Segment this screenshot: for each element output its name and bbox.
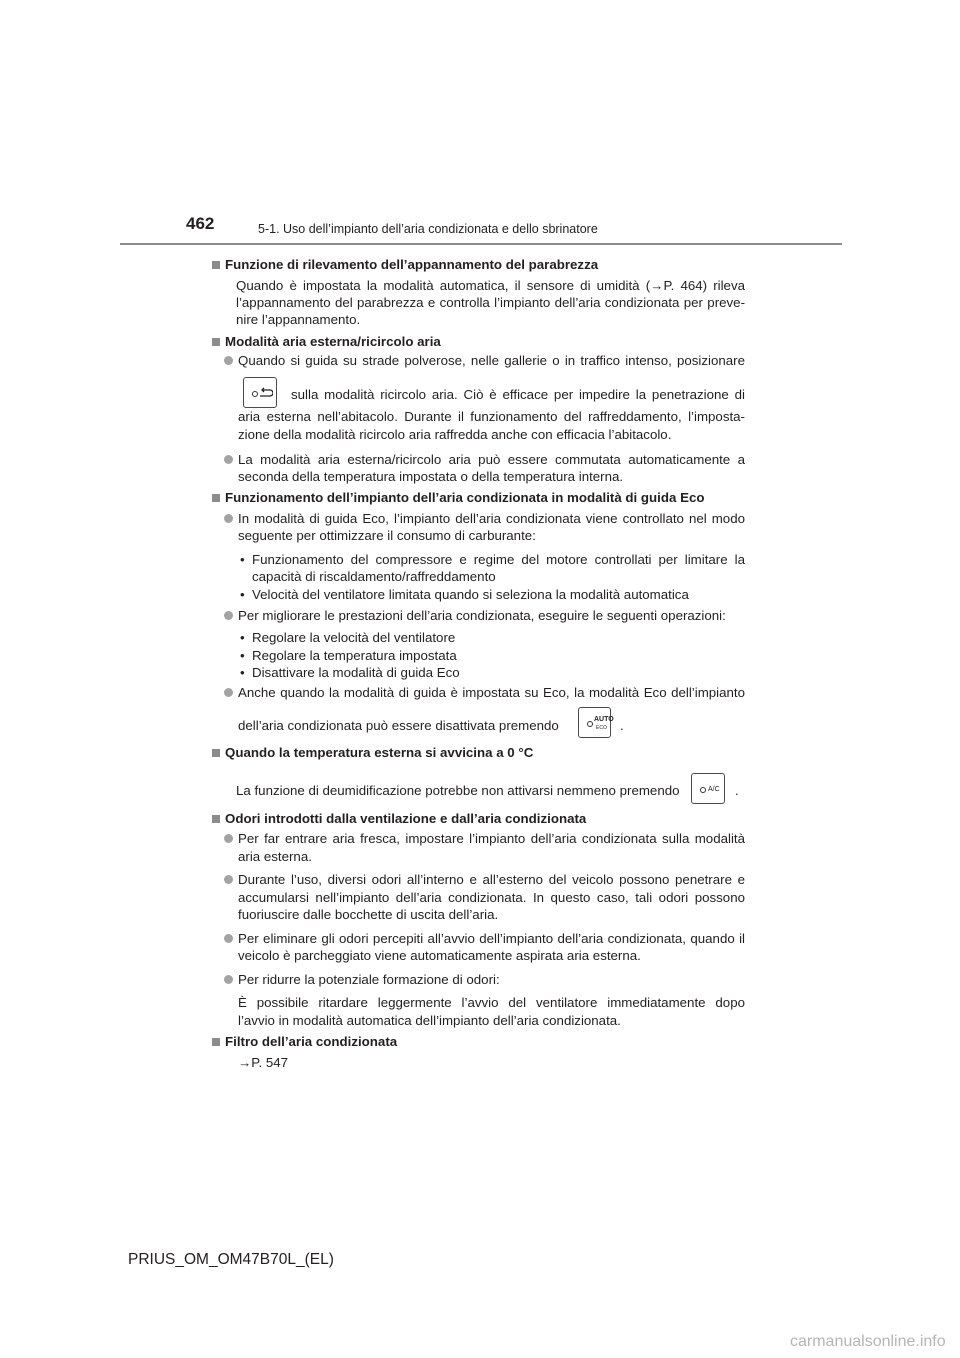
bullet-dot: [224, 834, 233, 843]
section-title: Filtro dell’aria condizionata: [225, 1034, 398, 1049]
sub-bullet: •: [240, 648, 245, 663]
paragraph-line: Anche quando la modalità di guida è impostata su Eco, la modalità Eco dell’impianto: [238, 685, 745, 700]
sub-item-line: Funzionamento del compressore e regime del motore controllati per limitare la: [252, 552, 745, 567]
paragraph-line: zione della modalità ricircolo aria raffredda anche con efficacia l’abitacolo.: [238, 427, 672, 442]
bullet-dot: [224, 356, 233, 365]
chapter-title: 5-1. Uso dell’impianto dell’aria condizionata e dello sbrinatore: [258, 222, 598, 236]
recirculation-icon: [259, 387, 273, 399]
section-marker: [212, 1038, 220, 1046]
bullet-dot: [224, 934, 233, 943]
sub-bullet: •: [240, 630, 245, 645]
sub-bullet: •: [240, 665, 245, 680]
indicator-light: [700, 787, 706, 793]
auto-label: AUTO: [594, 716, 614, 723]
paragraph-line: accumularsi nell’impianto dell’aria condizionata. In questo caso, tali odori possono: [238, 890, 745, 905]
paragraph-end: .: [620, 718, 624, 733]
page-reference: →P. 547: [238, 1055, 289, 1070]
paragraph-line: Per ridurre la potenziale formazione di odori:: [238, 972, 500, 987]
section-title: Modalità aria esterna/ricircolo aria: [225, 334, 441, 349]
sub-item-line: Regolare la velocità del ventilatore: [252, 630, 456, 645]
page-number: 462: [186, 214, 215, 233]
indicator-light: [587, 721, 593, 727]
ac-button[interactable]: [691, 773, 725, 804]
indicator-light: [252, 391, 258, 397]
document-code: PRIUS_OM_OM47B70L_(EL): [128, 1251, 334, 1268]
bullet-dot: [224, 688, 233, 697]
paragraph-line: seguente per ottimizzare il consumo di carburante:: [238, 528, 536, 543]
bullet-dot: [224, 875, 233, 884]
section-marker: [212, 815, 220, 823]
paragraph-line: Durante l’uso, diversi odori all’interno e all’esterno del veicolo possono penetrare e: [238, 872, 745, 887]
bullet-dot: [224, 514, 233, 523]
paragraph-line: È possibile ritardare leggermente l’avvio del ventilatore immediatamente dopo: [238, 995, 745, 1010]
section-title: Funzionamento dell’impianto dell’aria condizionata in modalità di guida Eco: [225, 490, 705, 505]
sub-bullet: •: [240, 587, 245, 602]
bullet-dot: [224, 455, 233, 464]
paragraph-line: Quando è impostata la modalità automatica, il sensore di umidità (→P. 464) rileva: [236, 278, 745, 293]
section-marker: [212, 261, 220, 269]
paragraph-line: In modalità di guida Eco, l’impianto dell’aria condizionata viene controllato nel modo: [238, 511, 745, 526]
paragraph-line: La modalità aria esterna/ricircolo aria può essere commutata automaticamente a: [238, 452, 745, 467]
sub-item-line: Disattivare la modalità di guida Eco: [252, 665, 460, 680]
section-title: Quando la temperatura esterna si avvicina a 0 °C: [225, 745, 534, 760]
sub-item-line: Velocità del ventilatore limitata quando si seleziona la modalità automatica: [252, 587, 689, 602]
paragraph-line: La funzione di deumidificazione potrebbe non attivarsi nemmeno premendo: [236, 783, 680, 798]
paragraph-end: .: [735, 783, 739, 798]
paragraph-line: Per migliorare le prestazioni dell’aria condizionata, eseguire le seguenti operazioni:: [238, 608, 726, 623]
header-divider: [120, 243, 842, 245]
bullet-dot: [224, 975, 233, 984]
section-marker: [212, 749, 220, 757]
paragraph-line: nire l’appannamento.: [236, 312, 361, 327]
section-marker: [212, 338, 220, 346]
paragraph-line: veicolo è parcheggiato viene automaticamente aspirata aria esterna.: [238, 948, 641, 963]
eco-label: ECO: [596, 725, 607, 731]
paragraph-line: l’appannamento del parabrezza e controlla l’impianto dell’aria condizionata per preve-: [236, 295, 745, 310]
paragraph-line: Per eliminare gli odori percepiti all’avvio dell’impianto dell’aria condizionata, quando il: [238, 931, 745, 946]
section-title: Odori introdotti dalla ventilazione e dall’aria condizionata: [225, 811, 587, 826]
paragraph-line: sulla modalità ricircolo aria. Ciò è efficace per impedire la penetrazione di: [291, 387, 745, 402]
paragraph-line: Quando si guida su strade polverose, nelle gallerie o in traffico intenso, posizionare: [238, 353, 745, 368]
watermark: carmanualsonline.info: [790, 1333, 946, 1350]
sub-bullet: •: [240, 552, 245, 567]
paragraph-line: l’avvio in modalità automatica dell’impianto dell’aria condizionata.: [238, 1013, 621, 1028]
paragraph-line: seconda della temperatura impostata o della temperatura interna.: [238, 469, 624, 484]
auto-eco-button[interactable]: [578, 707, 614, 738]
paragraph-line: Per far entrare aria fresca, impostare l’impianto dell’aria condizionata sulla modalità: [238, 831, 745, 846]
sub-item-line: Regolare la temperatura impostata: [252, 648, 457, 663]
paragraph-line: aria esterna nell’abitacolo. Durante il funzionamento del raffreddamento, l’imposta-: [238, 409, 745, 424]
paragraph-line: fuoriuscire dalle bocchette di uscita dell’aria.: [238, 907, 499, 922]
section-marker: [212, 494, 220, 502]
section-title: Funzione di rilevamento dell’appannamento del parabrezza: [225, 257, 599, 272]
ac-label: A/C: [708, 786, 720, 793]
paragraph-line: aria esterna.: [238, 849, 312, 864]
recirculation-button[interactable]: [243, 377, 277, 408]
sub-item-line: capacità di riscaldamento/raffreddamento: [252, 569, 496, 584]
bullet-dot: [224, 611, 233, 620]
paragraph-line: dell’aria condizionata può essere disattivata premendo: [238, 718, 559, 733]
